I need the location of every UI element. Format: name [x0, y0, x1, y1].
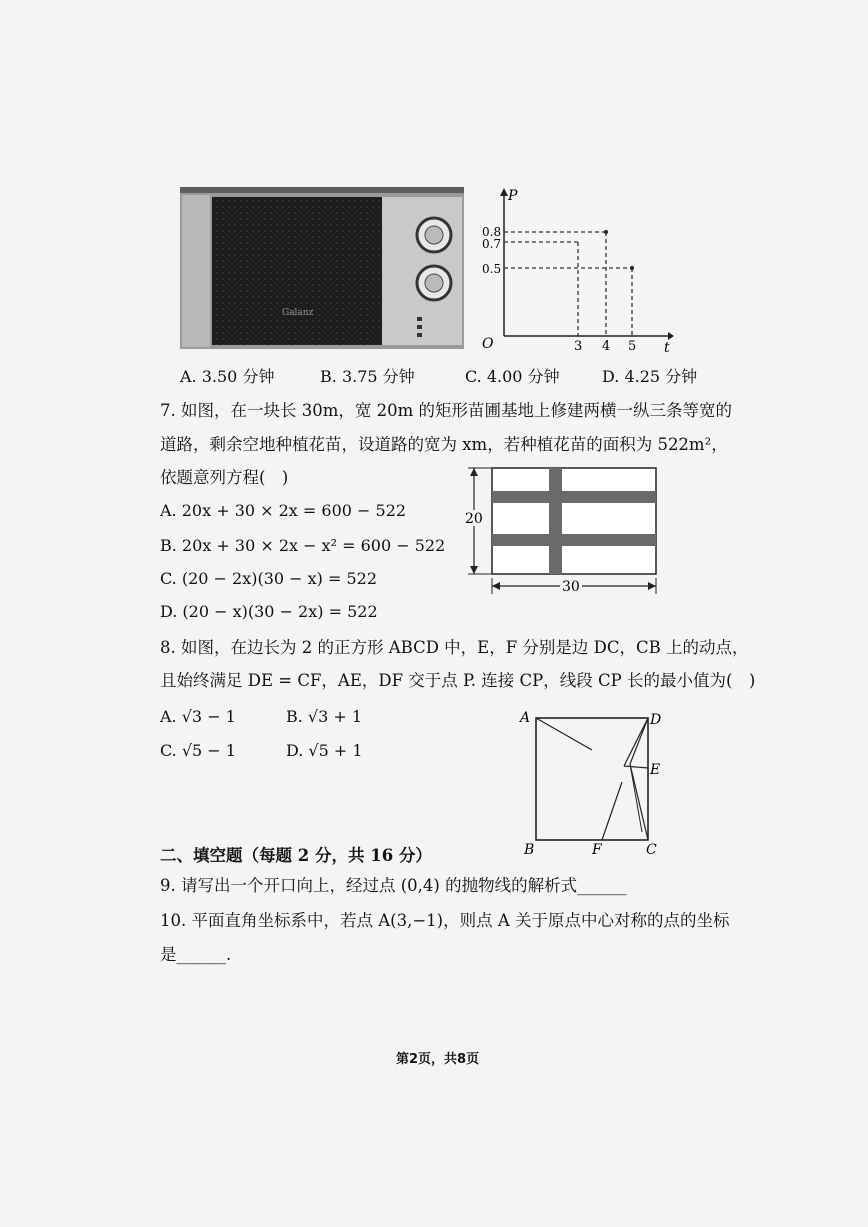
y-tick-05: 0.5: [482, 262, 502, 276]
q10-line2: 是______.: [160, 945, 232, 964]
label-d: D: [650, 712, 662, 728]
x-tick-4: 4: [602, 339, 611, 354]
q7-stem-line3: 依题意列方程( ): [160, 468, 289, 487]
q8-stem-line1: 8. 如图，在边长为 2 的正方形 ABCD 中，E，F 分别是边 DC，CB 上的动点，: [160, 638, 749, 657]
q6-option-d: D. 4.25 分钟: [602, 367, 698, 386]
label-c: C: [646, 842, 657, 856]
q7-option-c: C. (20 − 2x)(30 − x) = 522: [160, 569, 378, 588]
q7-option-d: D. (20 − x)(30 − 2x) = 522: [160, 602, 378, 621]
microwave-brand: Galanz: [282, 308, 314, 318]
x-tick-5: 5: [628, 339, 637, 354]
q10-line1: 10. 平面直角坐标系中，若点 A(3,−1)，则点 A 关于原点中心对称的点的坐标: [160, 911, 730, 930]
page-footer: 第2页，共8页: [396, 1052, 480, 1067]
axis-t-label: t: [664, 340, 670, 356]
q6-option-c: C. 4.00 分钟: [465, 367, 560, 386]
q8-stem-line2: 且始终满足 DE = CF，AE，DF 交于点 P. 连接 CP，线段 CP 长的最小值为( ): [160, 671, 756, 690]
q7-option-a: A. 20x + 30 × 2x = 600 − 522: [160, 501, 407, 520]
q7-width-label: 30: [562, 579, 580, 595]
q6-option-a: A. 3.50 分钟: [180, 367, 275, 386]
q8-square-figure: [518, 704, 668, 856]
q8-option-d: D. √5 + 1: [286, 741, 363, 760]
section-heading: 二、填空题（每题 2 分，共 16 分）: [160, 846, 432, 865]
q6-option-b: B. 3.75 分钟: [320, 367, 415, 386]
q7-garden-figure: [462, 464, 662, 596]
microwave-photo: [180, 187, 464, 349]
label-a: A: [520, 710, 531, 726]
label-f: F: [592, 842, 602, 856]
q8-option-a: A. √3 − 1: [160, 707, 236, 726]
q7-stem-line1: 7. 如图，在一块长 30m，宽 20m 的矩形苗圃基地上修建两横一纵三条等宽的: [160, 401, 733, 420]
label-b: B: [524, 842, 535, 856]
origin-label: O: [482, 336, 494, 352]
q8-option-c: C. √5 − 1: [160, 741, 236, 760]
label-e: E: [650, 762, 661, 778]
axis-p-label: P: [508, 188, 518, 204]
q7-stem-line2: 道路，剩余空地种植花苗，设道路的宽为 xm，若种植花苗的面积为 522m²，: [160, 435, 728, 454]
y-tick-08: 0.8: [482, 225, 502, 239]
x-tick-3: 3: [574, 339, 583, 354]
q9-text: 9. 请写出一个开口向上，经过点 (0,4) 的抛物线的解析式______: [160, 876, 627, 895]
p-t-graph: [478, 184, 674, 356]
q7-option-b: B. 20x + 30 × 2x − x² = 600 − 522: [160, 536, 446, 555]
q8-option-b: B. √3 + 1: [286, 707, 363, 726]
y-tick-07: 0.7: [482, 237, 502, 251]
q7-height-label: 20: [465, 511, 483, 527]
